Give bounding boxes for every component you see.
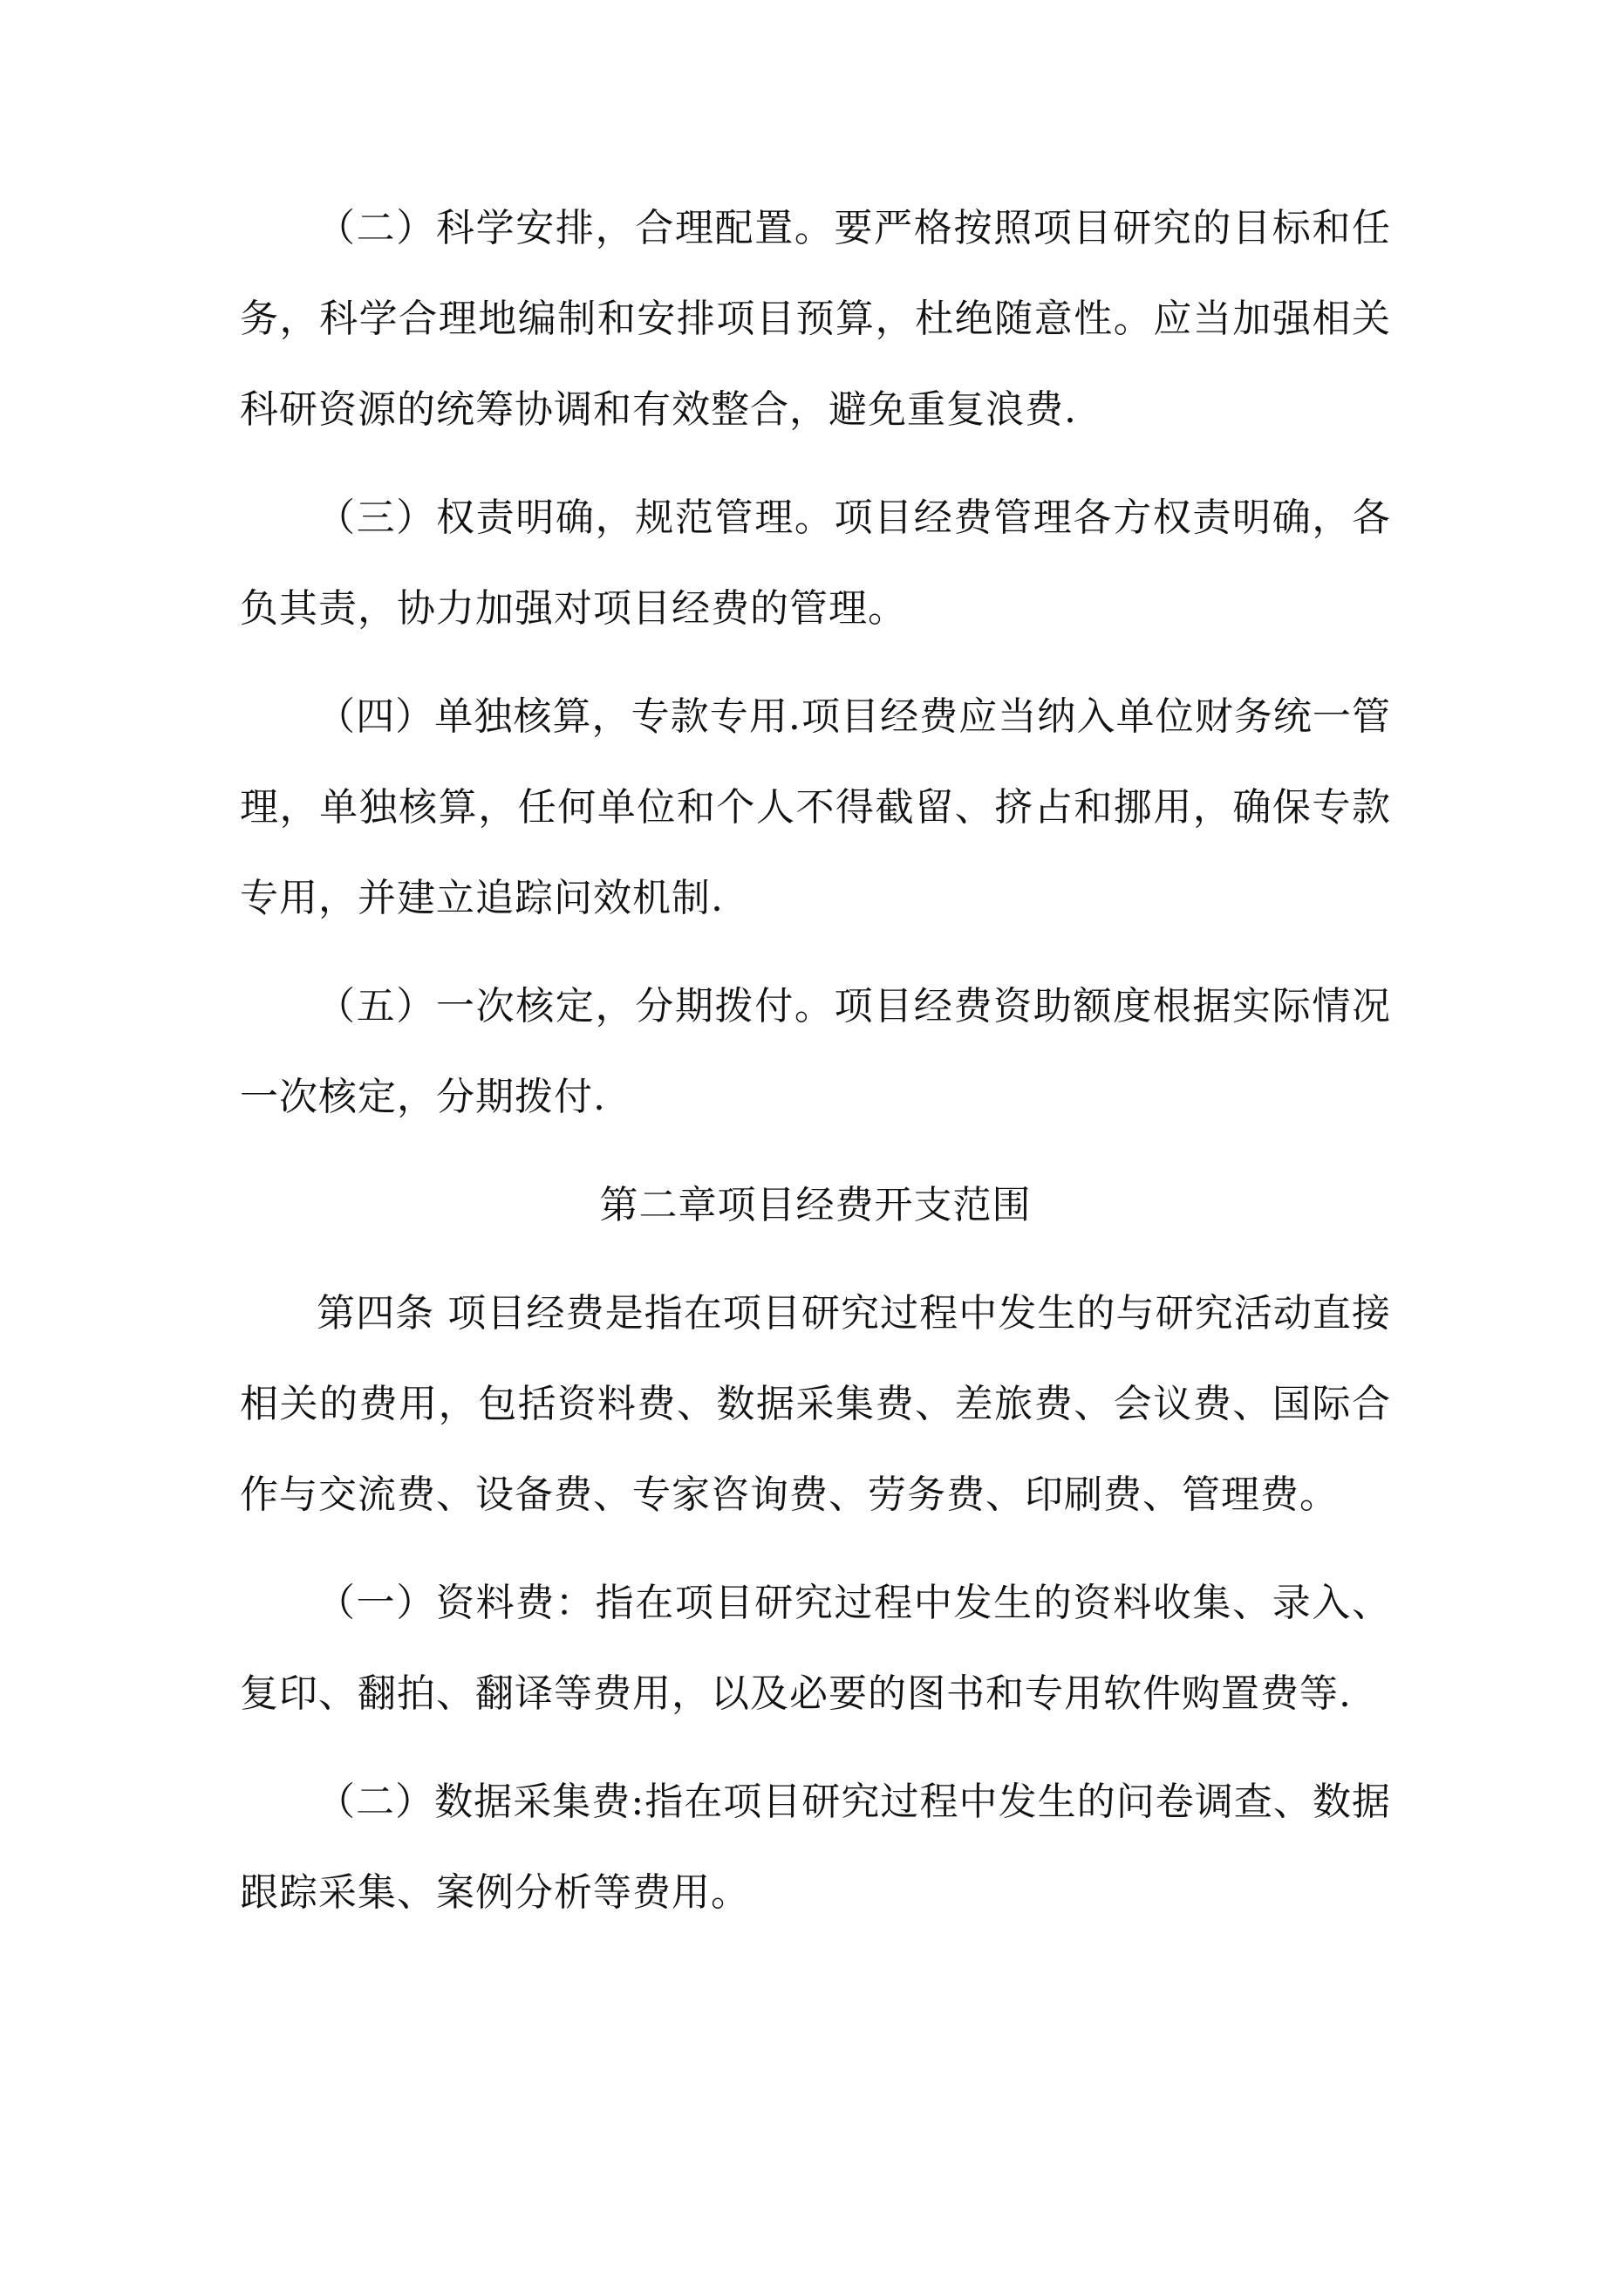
paragraph-item-1-expense: （一）资料费：指在项目研究过程中发生的资料收集、录入、复印、翻拍、翻译等费用，以及必要的图书和专用软件购置费等. bbox=[240, 1581, 1391, 1716]
paragraph-item-4-principle: （四）单独核算，专款专用.项目经费应当纳入单位财务统一管理，单独核算，任何单位和个人不得截留、挤占和挪用，确保专款专用，并建立追踪问效机制. bbox=[240, 694, 1391, 920]
paragraph-item-3-principle: （三）权责明确，规范管理。项目经费管理各方权责明确，各负其责，协力加强对项目经费的管理。 bbox=[240, 495, 1391, 631]
chapter-heading: 第二章项目经费开支范围 bbox=[599, 1183, 1032, 1227]
paragraph-item-5-principle: （五）一次核定，分期拨付。项目经费资助额度根据实际情况一次核定，分期拨付. bbox=[240, 984, 1391, 1119]
paragraph-article-4: 第四条 项目经费是指在项目研究过程中发生的与研究活动直接相关的费用，包括资料费、数据采集费、差旅费、会议费、国际合作与交流费、设备费、专家咨询费、劳务费、印刷费、管理费。 bbox=[240, 1291, 1391, 1517]
document-body bbox=[240, 183, 1391, 1938]
paragraph-item-2-principle: （二）科学安排，合理配置。要严格按照项目研究的目标和任务，科学合理地编制和安排项目预算，杜绝随意性。应当加强相关科研资源的统筹协调和有效整合，避免重复浪费. bbox=[240, 206, 1391, 432]
paragraph-item-2-expense: （二）数据采集费:指在项目研究过程中发生的问卷调查、数据跟踪采集、案例分析等费用。 bbox=[240, 1780, 1391, 1915]
